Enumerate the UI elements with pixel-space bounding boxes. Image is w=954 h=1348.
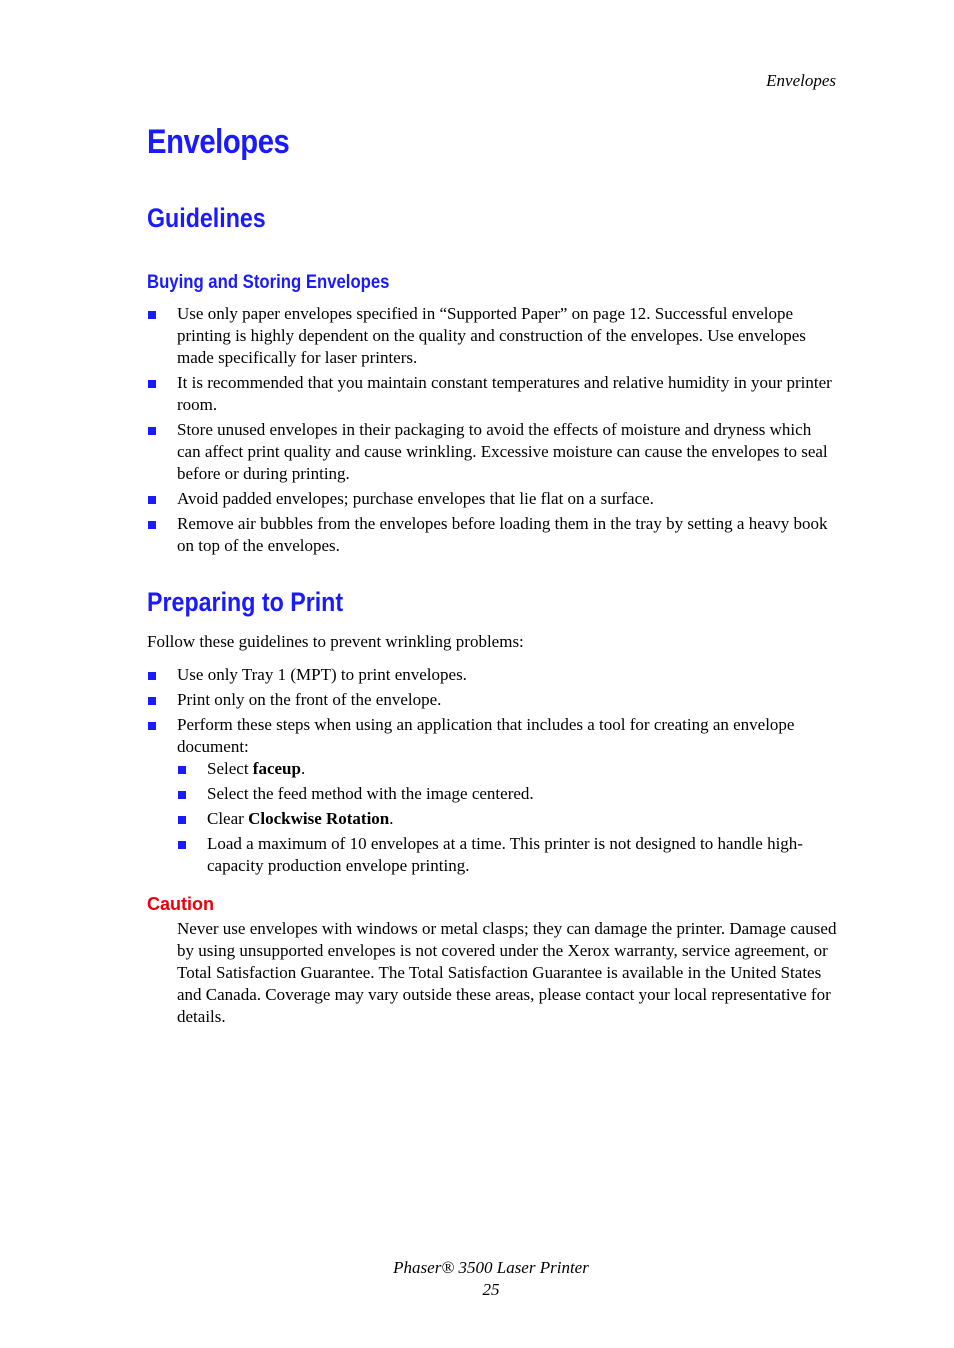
subheading-buying-storing: Buying and Storing Envelopes bbox=[147, 272, 390, 293]
square-bullet-icon bbox=[148, 722, 156, 730]
list-item bbox=[147, 419, 839, 485]
preparing-bullet-list bbox=[147, 664, 839, 880]
sub-list-item bbox=[177, 783, 839, 805]
list-item-text: Use only paper envelopes specified in “Supported Paper” on page 12. Successful envelope printing is highly dependent on the quality and construction of the envelopes. Use envelopes made specifically for laser printers. bbox=[177, 304, 806, 367]
sub-item-prefix: Clear bbox=[207, 809, 249, 828]
square-bullet-icon bbox=[148, 311, 156, 319]
list-item-text: Use only Tray 1 (MPT) to print envelopes. bbox=[177, 665, 467, 684]
preparing-intro: Follow these guidelines to prevent wrinkling problems: bbox=[147, 632, 524, 651]
sub-item-suffix: . bbox=[300, 759, 306, 778]
square-bullet-icon bbox=[148, 697, 156, 705]
page-title: Envelopes bbox=[147, 123, 290, 161]
square-bullet-icon bbox=[148, 380, 156, 388]
sub-list-item bbox=[177, 833, 839, 877]
square-bullet-icon bbox=[148, 496, 156, 504]
caution-title: Caution bbox=[147, 894, 214, 914]
list-item bbox=[147, 689, 839, 711]
list-item bbox=[147, 513, 839, 557]
sub-item-text: Load a maximum of 10 envelopes at a time. This printer is not designed to handle high-capacity production envelope printing. bbox=[207, 834, 803, 875]
list-item bbox=[147, 488, 839, 510]
list-item-text: Print only on the front of the envelope. bbox=[177, 690, 442, 709]
square-bullet-icon bbox=[178, 766, 186, 774]
sub-list-item bbox=[177, 808, 839, 830]
list-item bbox=[147, 303, 839, 369]
sub-list-item bbox=[177, 758, 839, 780]
guidelines-bullet-list bbox=[147, 303, 839, 560]
footer-page-number: 25 bbox=[482, 1280, 500, 1299]
square-bullet-icon bbox=[148, 521, 156, 529]
square-bullet-icon bbox=[178, 816, 186, 824]
list-item-text: It is recommended that you maintain constant temperatures and relative humidity in your printer room. bbox=[177, 373, 832, 414]
caution-body: Never use envelopes with windows or metal clasps; they can damage the printer. Damage caused by using unsupported envelopes is not covered under the Xerox warranty, service agreement, or Total Satisfaction Guarantee. The Total Satisfaction Guarantee is available in the United States and Canada. Coverage may vary outside these areas, please contact your local representative for details. bbox=[177, 919, 837, 1026]
list-item-text: Store unused envelopes in their packaging to avoid the effects of moisture and dryness which can affect print quality and cause wrinkling. Excessive moisture can cause the envelopes to seal before or during printing. bbox=[177, 420, 828, 483]
running-header: Envelopes bbox=[766, 71, 836, 90]
square-bullet-icon bbox=[148, 427, 156, 435]
steps-sub-list bbox=[177, 758, 839, 877]
sub-item-text: Select the feed method with the image centered. bbox=[207, 784, 534, 803]
list-item-text: Remove air bubbles from the envelopes before loading them in the tray by setting a heavy book on top of the envelopes. bbox=[177, 514, 828, 555]
square-bullet-icon bbox=[178, 841, 186, 849]
sub-item-suffix: . bbox=[389, 809, 394, 828]
list-item bbox=[147, 664, 839, 686]
list-item bbox=[147, 372, 839, 416]
square-bullet-icon bbox=[148, 672, 156, 680]
list-item bbox=[147, 714, 839, 877]
square-bullet-icon bbox=[178, 791, 186, 799]
sub-item-prefix: Select bbox=[207, 759, 253, 778]
sub-item-bold: Clockwise Rotation bbox=[248, 809, 390, 828]
list-item-text: Perform these steps when using an application that includes a tool for creating an envelope document: bbox=[177, 715, 795, 756]
section-heading-guidelines: Guidelines bbox=[147, 203, 266, 233]
sub-item-bold: faceup bbox=[252, 759, 301, 778]
list-item-text: Avoid padded envelopes; purchase envelopes that lie flat on a surface. bbox=[177, 489, 654, 508]
section-heading-preparing: Preparing to Print bbox=[147, 587, 344, 617]
page-footer bbox=[0, 1257, 954, 1301]
footer-product: Phaser® 3500 Laser Printer bbox=[393, 1258, 589, 1277]
